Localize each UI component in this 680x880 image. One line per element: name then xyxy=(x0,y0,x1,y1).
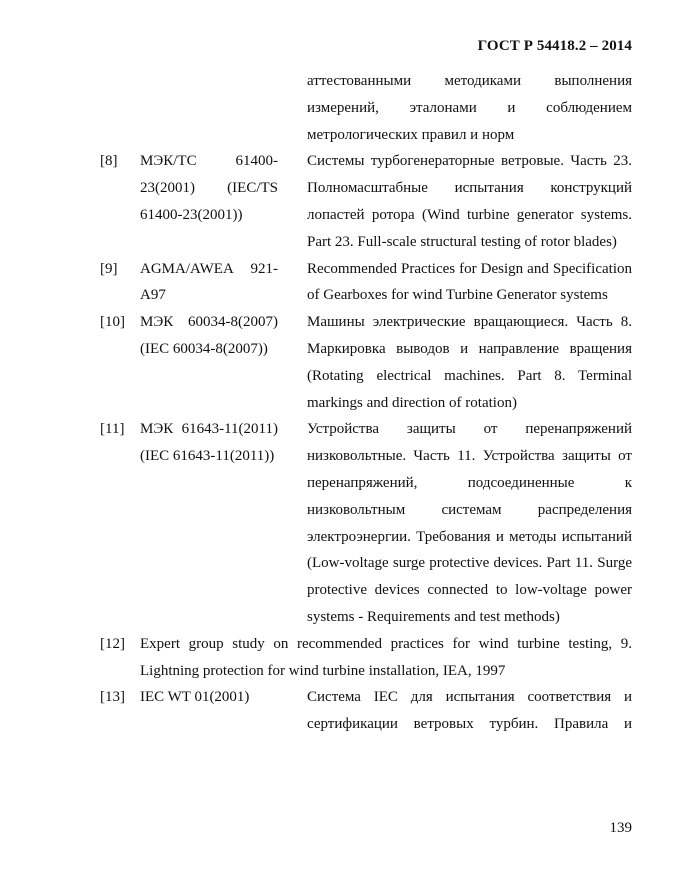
reference-code: IEC WT 01(2001) xyxy=(140,689,250,706)
reference-entry-9 xyxy=(100,256,632,310)
reference-title: Системы турбогенераторные ветровые. Часть 23. Полномасштабные испытания конструкций лопастей ротора (Wind turbine generator systems. Part 23. Full-scale structural testing of rotor blades) xyxy=(307,153,632,250)
document-header: ГОСТ Р 54418.2 – 2014 xyxy=(477,38,632,54)
reference-number: [12] xyxy=(100,635,125,652)
reference-number: [8] xyxy=(100,153,118,170)
reference-number: [13] xyxy=(100,689,125,706)
reference-title: Recommended Practices for Design and Specification of Gearboxes for wind Turbine Generator systems xyxy=(307,260,632,304)
reference-code: МЭК 60034-8(2007) (IEC 60034-8(2007)) xyxy=(140,314,278,357)
reference-entry-13 xyxy=(100,684,632,738)
continuation-text xyxy=(307,68,632,148)
reference-entry-12 xyxy=(100,631,632,685)
reference-title: аттестованными методиками выполнения измерений, эталонами и соблюдением метрологических правил и норм xyxy=(307,73,632,143)
reference-entry-8 xyxy=(100,148,632,255)
reference-code: AGMA/AWEA 921-A97 xyxy=(140,260,278,304)
reference-title: Система IEC для испытания соответствия и сертификации ветровых турбин. Правила и xyxy=(307,689,632,733)
reference-title: Машины электрические вращающиеся. Часть 8. Маркировка выводов и направление вращения (Rotating electrical machines. Part 8. Terminal markings and direction of rotation) xyxy=(307,314,632,411)
reference-code: МЭК 61643-11(2011) (IEC 61643-11(2011)) xyxy=(140,421,278,465)
page-number: 139 xyxy=(609,820,632,836)
reference-code: МЭК/ТС 61400-23(2001) (IEC/TS 61400-23(2001)) xyxy=(140,153,278,223)
reference-entry-11 xyxy=(100,416,632,630)
reference-text: Expert group study on recommended practices for wind turbine testing, 9. Lightning protection for wind turbine installation, IEA, 1997 xyxy=(140,635,632,679)
reference-number: [9] xyxy=(100,260,118,277)
reference-entry-10 xyxy=(100,309,632,416)
reference-list xyxy=(100,68,632,738)
reference-number: [10] xyxy=(100,314,125,331)
reference-title: Устройства защиты от перенапряжений низковольтные. Часть 11. Устройства защиты от перенапряжений, подсоединенные к низковольтным системам распределения электроэнергии. Требования и методы испытаний (Low-voltage surge protective devices. Part 11. Surge protective devices connected to low-voltage power systems - Requirements and test methods) xyxy=(307,421,632,625)
reference-number: [11] xyxy=(100,421,125,438)
